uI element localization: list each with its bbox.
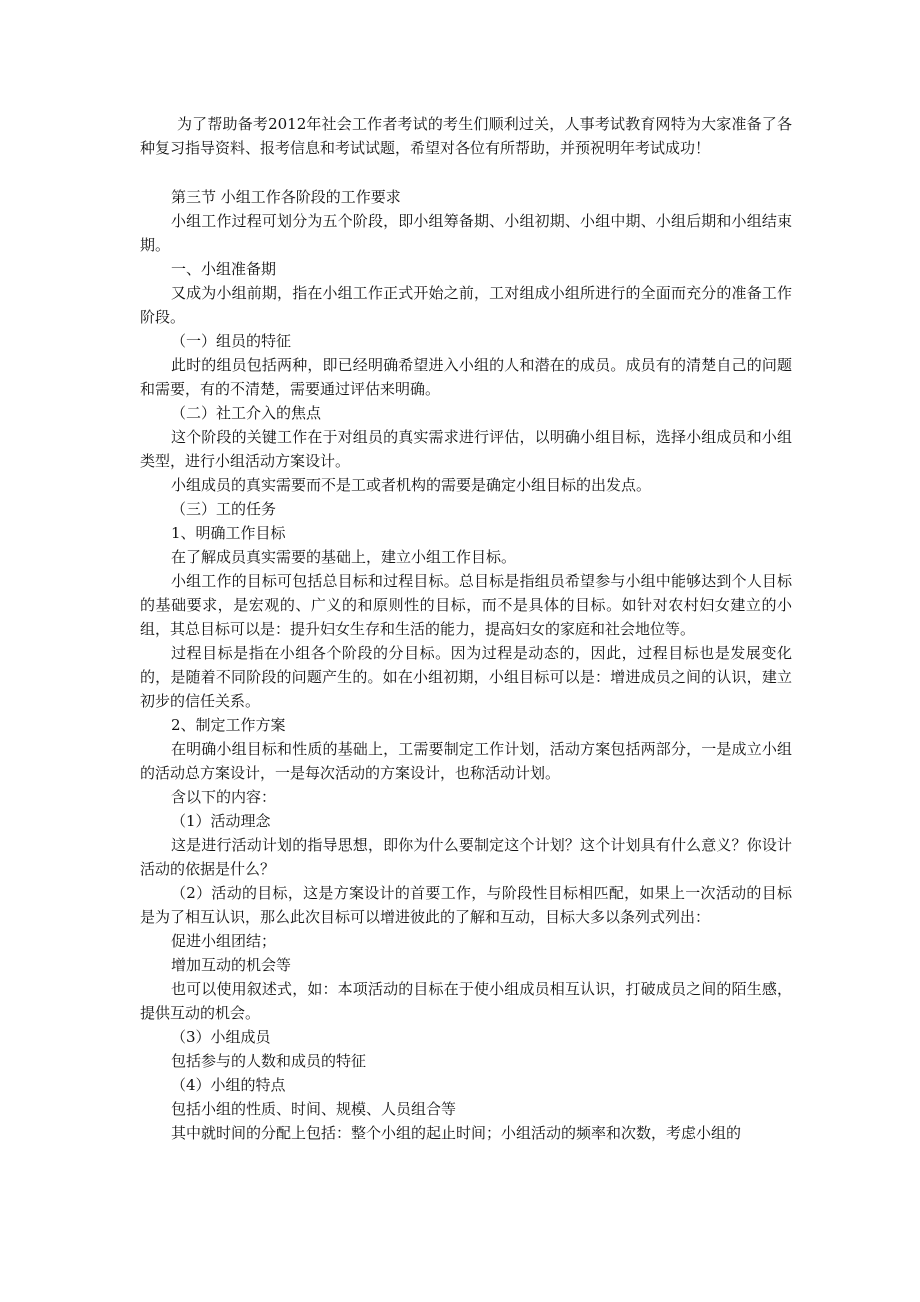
- heading-level-3: 2、制定工作方案: [171, 716, 286, 734]
- list-heading: （2）活动的目标，这是方案设计的首要工作，与阶段性目标相匹配，如果上一次活动的目标是为了相互认识，那么此次目标可以增进彼此的了解和互动，目标大多以条列式列出：: [140, 884, 792, 926]
- paragraph-gap: [140, 160, 792, 185]
- heading-level-2: （一）组员的特征: [171, 332, 292, 350]
- body-paragraph: 此时的组员包括两种，即已经明确希望进入小组的人和潜在的成员。成员有的清楚自己的问题和需要，有的不清楚，需要通过评估来明确。: [140, 356, 792, 398]
- body-paragraph: 小组工作过程可划分为五个阶段，即小组筹备期、小组初期、小组中期、小组后期和小组结束期。: [140, 212, 792, 254]
- list-heading: （4）小组的特点: [171, 1076, 286, 1094]
- body-paragraph: 包括小组的性质、时间、规模、人员组合等: [171, 1100, 457, 1118]
- body-paragraph: 小组成员的真实需要而不是工或者机构的需要是确定小组目标的出发点。: [171, 476, 652, 494]
- body-paragraph: 在明确小组目标和性质的基础上，工需要制定工作计划，活动方案包括两部分，一是成立小组的活动总方案设计，一是每次活动的方案设计，也称活动计划。: [140, 740, 792, 782]
- body-paragraph: 小组工作的目标可包括总目标和过程目标。总目标是指组员希望参与小组中能够达到个人目标的基础要求，是宏观的、广义的和原则性的目标，而不是具体的目标。如针对农村妇女建立的小组，其总目标可以是：提升妇女生存和生活的能力，提高妇女的家庭和社会地位等。: [140, 572, 792, 638]
- list-heading: （3）小组成员: [171, 1028, 271, 1046]
- heading-level-1: 一、小组准备期: [171, 260, 277, 278]
- list-item: 增加互动的机会等: [171, 956, 292, 974]
- heading-level-3: 1、明确工作目标: [171, 524, 286, 542]
- body-paragraph: 过程目标是指在小组各个阶段的分目标。因为过程是动态的，因此，过程目标也是发展变化的，是随着不同阶段的问题产生的。如在小组初期，小组目标可以是：增进成员之间的认识，建立初步的信任关系。: [140, 644, 792, 710]
- body-paragraph: 含以下的内容：: [171, 788, 277, 806]
- body-paragraph: 在了解成员真实需要的基础上，建立小组工作目标。: [171, 548, 517, 566]
- heading-level-2: （三）工的任务: [171, 500, 277, 518]
- list-item: 促进小组团结；: [171, 932, 277, 950]
- list-heading: （1）活动理念: [171, 812, 271, 830]
- body-paragraph: 这个阶段的关键工作在于对组员的真实需求进行评估，以明确小组目标，选择小组成员和小组类型，进行小组活动方案设计。: [140, 428, 792, 470]
- body-paragraph: 也可以使用叙述式，如：本项活动的目标在于使小组成员相互认识，打破成员之间的陌生感，提供互动的机会。: [140, 980, 792, 1022]
- body-paragraph: 这是进行活动计划的指导思想，即你为什么要制定这个计划？这个计划具有什么意义？你设计活动的依据是什么？: [140, 836, 792, 878]
- body-paragraph: 其中就时间的分配上包括：整个小组的起止时间；小组活动的频率和次数，考虑小组的: [171, 1124, 742, 1142]
- document-page: [140, 112, 792, 1145]
- body-paragraph: 包括参与的人数和成员的特征: [171, 1052, 367, 1070]
- body-paragraph: 又成为小组前期，指在小组工作正式开始之前，工对组成小组所进行的全面而充分的准备工作阶段。: [140, 284, 792, 326]
- intro-paragraph: 为了帮助备考2012年社会工作者考试的考生们顺利过关，人事考试教育网特为大家准备了各种复习指导资料、报考信息和考试试题，希望对各位有所帮助，并预祝明年考试成功！: [140, 115, 792, 157]
- section-heading: 第三节 小组工作各阶段的工作要求: [171, 188, 401, 206]
- heading-level-2: （二）社工介入的焦点: [171, 404, 322, 422]
